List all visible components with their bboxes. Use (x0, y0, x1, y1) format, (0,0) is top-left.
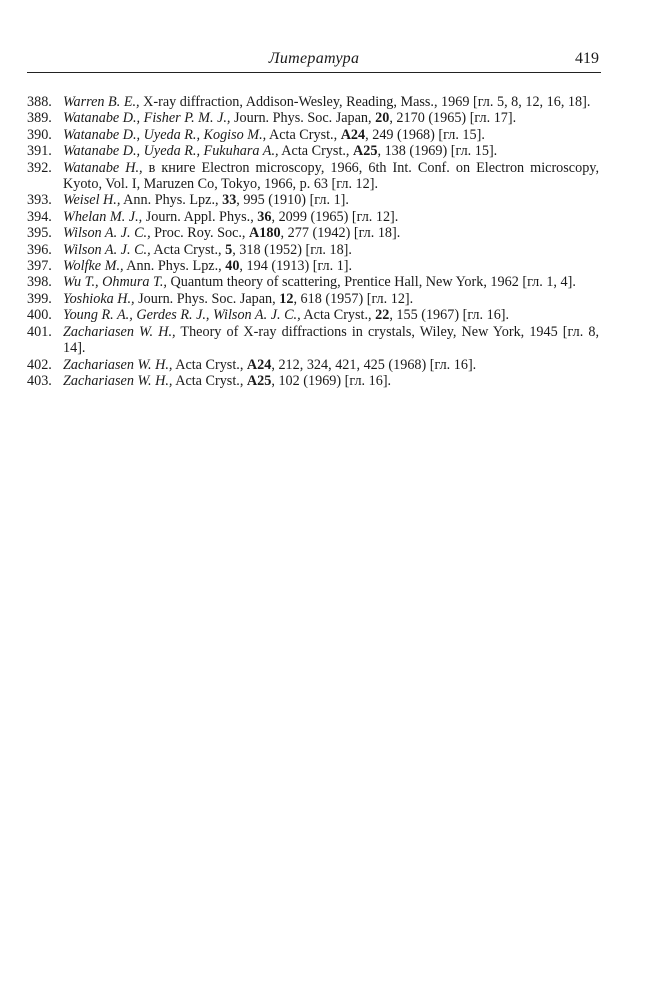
reference-number: 398. (27, 274, 52, 291)
reference-source: в книге Electron microscopy, 1966, 6th Int. Conf. on Electron microscopy, Kyoto, Vol. I, Maruzen Co, Tokyo, 1966, p. 63 [гл. 12]. (63, 159, 600, 193)
reference-text (63, 127, 599, 143)
reference-authors: Wolfke M., (63, 258, 124, 275)
reference-volume: A25 (353, 143, 378, 160)
reference-number: 391. (27, 143, 52, 160)
reference-pages: , 277 (1942) [гл. 18]. (280, 225, 401, 242)
reference-text (63, 274, 599, 290)
reference-text (63, 192, 599, 208)
reference-volume: A24 (340, 126, 366, 143)
reference-number: 399. (27, 290, 52, 307)
reference-number: 397. (27, 258, 52, 275)
reference-volume: 33 (222, 192, 237, 209)
reference-number: 403. (27, 372, 52, 389)
reference-entry (27, 143, 599, 159)
reference-text (63, 291, 599, 307)
reference-source: Quantum theory of scattering, Prentice Hall, New York, 1962 [гл. 1, 4]. (166, 274, 576, 291)
reference-number: 392. (27, 159, 52, 176)
reference-volume: 36 (257, 208, 272, 225)
reference-entry (27, 209, 599, 225)
reference-entry (27, 307, 599, 323)
reference-journal: Ann. Phys. Lpz., (123, 258, 226, 275)
reference-entry (27, 160, 599, 193)
reference-authors: Watanabe D., Uyeda R., Fukuhara A., (63, 143, 279, 160)
reference-journal: Acta Cryst., (172, 356, 247, 373)
reference-number: 396. (27, 241, 52, 258)
page-number: 419 (575, 50, 599, 67)
reference-journal: Journ. Phys. Soc. Japan, (134, 290, 280, 307)
reference-pages: , 155 (1967) [гл. 16]. (389, 307, 510, 324)
reference-authors: Young R. A., Gerdes R. J., Wilson A. J. C., (63, 307, 301, 324)
reference-authors: Whelan M. J., (63, 208, 143, 225)
reference-text (63, 242, 599, 258)
reference-journal: Acta Cryst., (300, 307, 376, 324)
reference-authors: Wilson A. J. C., (63, 225, 151, 242)
reference-pages: , 212, 324, 421, 425 (1968) [гл. 16]. (271, 356, 477, 373)
reference-entry (27, 258, 599, 274)
reference-entry (27, 242, 599, 258)
reference-authors: Watanabe D., Fisher P. M. J., (63, 110, 231, 127)
reference-journal: Acta Cryst., (278, 143, 354, 160)
reference-text (63, 143, 599, 159)
reference-entry (27, 192, 599, 208)
reference-pages: , 249 (1968) [гл. 15]. (365, 126, 485, 143)
reference-journal: Proc. Roy. Soc., (150, 225, 250, 242)
reference-volume: 5 (225, 241, 233, 258)
reference-journal: Acta Cryst., (150, 241, 226, 258)
reference-text (63, 307, 599, 323)
reference-journal: Acta Cryst., (172, 372, 247, 389)
reference-number: 389. (27, 110, 52, 127)
reference-entry (27, 127, 599, 143)
reference-journal: Journ. Appl. Phys., (142, 208, 258, 225)
reference-pages: , 2099 (1965) [гл. 12]. (271, 208, 399, 225)
reference-authors: Wu T., Ohmura T., (63, 274, 167, 291)
reference-volume: 22 (375, 307, 390, 324)
reference-number: 395. (27, 225, 52, 242)
reference-authors: Wilson A. J. C., (63, 241, 151, 258)
reference-number: 400. (27, 307, 52, 324)
reference-number: 393. (27, 192, 52, 209)
reference-number: 401. (27, 323, 52, 340)
reference-text (63, 324, 599, 357)
reference-entry (27, 110, 599, 126)
reference-text (63, 160, 599, 193)
reference-entry (27, 357, 599, 373)
header-rule (27, 72, 601, 73)
reference-volume: 40 (225, 258, 240, 275)
reference-pages: , 995 (1910) [гл. 1]. (236, 192, 349, 209)
reference-text (63, 357, 599, 373)
reference-journal: Journ. Phys. Soc. Japan, (230, 110, 376, 127)
reference-text (63, 94, 599, 110)
reference-authors: Zachariasen W. H., (63, 356, 173, 373)
reference-text (63, 225, 599, 241)
reference-volume: A25 (246, 372, 272, 389)
reference-text (63, 373, 599, 389)
reference-number: 390. (27, 126, 52, 143)
reference-authors: Zachariasen W. H., (63, 372, 173, 389)
reference-entry (27, 225, 599, 241)
reference-pages: , 194 (1913) [гл. 1]. (239, 258, 353, 275)
reference-pages: , 102 (1969) [гл. 16]. (271, 372, 392, 389)
reference-entry (27, 291, 599, 307)
running-title: Литература (268, 50, 360, 67)
reference-pages: , 138 (1969) [гл. 15]. (377, 143, 498, 160)
reference-authors: Watanabe D., Uyeda R., Kogiso M., (63, 126, 267, 143)
reference-authors: Yoshioka H., (63, 290, 135, 307)
reference-source: X-ray diffraction, Addison-Wesley, Reading, Mass., 1969 [гл. 5, 8, 12, 16, 18]. (139, 94, 591, 110)
reference-entry (27, 324, 599, 357)
reference-source: Theory of X-ray diffractions in crystals, Wiley, New York, 1945 [гл. 8, 14]. (63, 323, 599, 357)
reference-authors: Weisel H., (63, 192, 121, 209)
reference-entry (27, 274, 599, 290)
reference-text (63, 258, 599, 274)
reference-volume: 12 (279, 290, 294, 307)
reference-number: 388. (27, 94, 52, 110)
reference-list (27, 94, 599, 389)
reference-volume: A180 (249, 225, 281, 242)
reference-text (63, 209, 599, 225)
page-header (27, 44, 601, 74)
reference-authors: Watanabe H., (63, 159, 143, 176)
reference-journal: Acta Cryst., (266, 126, 341, 143)
reference-authors: Warren B. E., (63, 94, 140, 110)
reference-pages: , 2170 (1965) [гл. 17]. (389, 110, 517, 127)
reference-number: 402. (27, 356, 52, 373)
reference-volume: 20 (375, 110, 390, 127)
reference-entry (27, 373, 599, 389)
reference-pages: , 618 (1957) [гл. 12]. (293, 290, 414, 307)
reference-number: 394. (27, 208, 52, 225)
reference-pages: , 318 (1952) [гл. 18]. (232, 241, 352, 258)
reference-volume: A24 (246, 356, 272, 373)
reference-entry (27, 94, 599, 110)
reference-text (63, 110, 599, 126)
reference-authors: Zachariasen W. H., (63, 323, 176, 340)
reference-journal: Ann. Phys. Lpz., (120, 192, 223, 209)
